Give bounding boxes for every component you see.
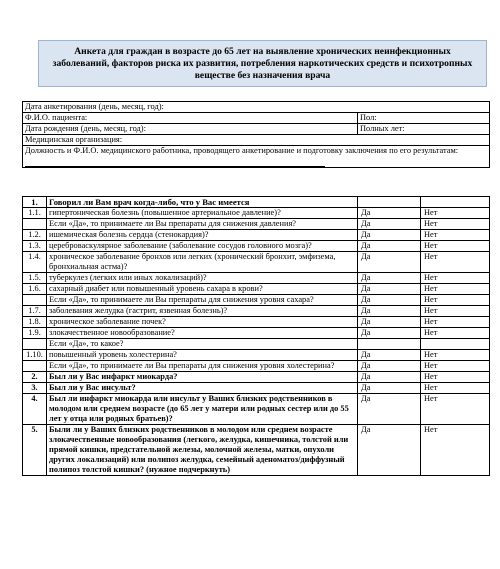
question-row	[23, 197, 490, 208]
question-number: 1.7.	[23, 306, 47, 317]
answer-yes-option[interactable]: Да	[358, 219, 421, 230]
answer-yes-option[interactable]: Да	[358, 425, 421, 476]
answer-no-option[interactable]: Нет	[421, 273, 490, 284]
question-text: заболевания желудка (гастрит, язвенная болезнь)?	[47, 306, 358, 317]
sex-field[interactable]: Пол:	[358, 113, 490, 124]
question-text: Если «Да», то какое?	[47, 339, 358, 350]
question-text: хроническое заболевание бронхов или легких (хронический бронхит, эмфизема, бронхиальная астма)?	[47, 252, 358, 273]
question-text: Был ли у Вас инсульт?	[47, 383, 358, 394]
answer-yes-option[interactable]: Да	[358, 350, 421, 361]
question-text: Если «Да», то принимаете ли Вы препараты для снижения уровня холестерина?	[47, 361, 358, 372]
answer-yes-option[interactable]: Да	[358, 273, 421, 284]
answer-no-option[interactable]: Нет	[421, 350, 490, 361]
answer-yes-option[interactable]: Да	[358, 230, 421, 241]
answer-no-option[interactable]: Нет	[421, 425, 490, 476]
answer-yes-option[interactable]: Да	[358, 295, 421, 306]
question-text: злокачественное новообразование?	[47, 328, 358, 339]
answer-no-option[interactable]: Нет	[421, 361, 490, 372]
questions-table	[22, 196, 490, 476]
question-number	[23, 219, 47, 230]
question-number: 1.5.	[23, 273, 47, 284]
question-text: гипертоническая болезнь (повышенное артериальное давление)?	[47, 208, 358, 219]
answer-no-option[interactable]: Нет	[421, 317, 490, 328]
answer-no-option[interactable]: Нет	[421, 241, 490, 252]
question-number: 2.	[23, 372, 47, 383]
answer-no-option[interactable]: Нет	[421, 252, 490, 273]
answer-yes-option[interactable]: Да	[358, 394, 421, 425]
question-number: 1.9.	[23, 328, 47, 339]
answer-no-option	[421, 339, 490, 350]
question-text: сахарный диабет или повышенный уровень сахара в крови?	[47, 284, 358, 295]
answer-yes-option[interactable]: Да	[358, 383, 421, 394]
answer-yes-option[interactable]: Да	[358, 361, 421, 372]
question-number: 1.3.	[23, 241, 47, 252]
question-row	[23, 328, 490, 339]
answer-no-option[interactable]: Нет	[421, 383, 490, 394]
question-row	[23, 425, 490, 476]
patient-name-field[interactable]: Ф.И.О. пациента:	[23, 113, 358, 124]
question-text: хроническое заболевание почек?	[47, 317, 358, 328]
question-number	[23, 339, 47, 350]
question-text: Был ли инфаркт миокарда или инсульт у Ваших близких родственников в молодом или среднем возрасте (до 65 лет у матери или родных сестер или до 55 лет у отца или родных братьев)?	[47, 394, 358, 425]
question-number: 1.10.	[23, 350, 47, 361]
question-text: туберкулез (легких или иных локализаций)?	[47, 273, 358, 284]
answer-no-option[interactable]: Нет	[421, 230, 490, 241]
questionnaire-title: Анкета для граждан в возрасте до 65 лет на выявление хронических неинфекционных заболеваний, факторов риска их развития, потребления наркотических средств и психотропных веществе без назначения врача	[38, 40, 487, 87]
answer-yes-option[interactable]: Да	[358, 241, 421, 252]
question-number: 1.4.	[23, 252, 47, 273]
question-row	[23, 372, 490, 383]
question-row	[23, 306, 490, 317]
question-text: Если «Да», то принимаете ли Вы препараты для снижения уровня сахара?	[47, 295, 358, 306]
question-text: Были ли у Ваших близких родственников в молодом или среднем возрасте злокачественные новообразования (легкого, желудка, кишечника, толстой или прямой кишки, предстательной железы, молочной железы, матки, опухоли других локализаций) или полипоз желудка, семейный аденоматоз/диффузный полипоз толстой кишки? (нужное подчеркнуть)	[47, 425, 358, 476]
answer-yes-option[interactable]: Да	[358, 328, 421, 339]
answer-no-option[interactable]: Нет	[421, 284, 490, 295]
question-row	[23, 208, 490, 219]
question-number: 3.	[23, 383, 47, 394]
answer-yes-option[interactable]: Да	[358, 284, 421, 295]
question-number: 1.6.	[23, 284, 47, 295]
question-number: 1.2.	[23, 230, 47, 241]
birth-date-field[interactable]: Дата рождения (день, месяц, год):	[23, 124, 358, 135]
answer-no-option[interactable]: Нет	[421, 306, 490, 317]
question-number	[23, 295, 47, 306]
question-row	[23, 284, 490, 295]
questions-body	[23, 197, 490, 476]
question-text: ишемическая болезнь сердца (стенокардия)?	[47, 230, 358, 241]
answer-no-option[interactable]: Нет	[421, 208, 490, 219]
question-row	[23, 361, 490, 372]
patient-info-table	[22, 101, 490, 168]
age-field[interactable]: Полных лет:	[358, 124, 490, 135]
question-row	[23, 241, 490, 252]
question-row	[23, 295, 490, 306]
medical-organization-field[interactable]: Медицинская организация:	[23, 135, 490, 146]
question-text: Был ли у Вас инфаркт миокарда?	[47, 372, 358, 383]
question-number: 1.1.	[23, 208, 47, 219]
answer-no-option[interactable]: Нет	[421, 295, 490, 306]
question-text: Говорил ли Вам врач когда-либо, что у Вас имеется	[47, 197, 358, 208]
answer-yes-option	[358, 197, 421, 208]
question-row	[23, 230, 490, 241]
question-row	[23, 317, 490, 328]
question-number: 5.	[23, 425, 47, 476]
answer-no-option[interactable]: Нет	[421, 394, 490, 425]
question-row	[23, 394, 490, 425]
survey-date-field[interactable]: Дата анкетирования (день, месяц, год):	[23, 102, 490, 113]
question-row	[23, 350, 490, 361]
answer-yes-option[interactable]: Да	[358, 208, 421, 219]
medical-worker-label: Должность и Ф.И.О. медицинского работника, проводящего анкетирование и подготовку заключения по его результатам:	[25, 146, 459, 155]
answer-yes-option[interactable]: Да	[358, 317, 421, 328]
question-number: 4.	[23, 394, 47, 425]
question-text: цереброваскулярное заболевание (заболевание сосудов головного мозга)?	[47, 241, 358, 252]
question-row	[23, 273, 490, 284]
question-row	[23, 219, 490, 230]
answer-yes-option	[358, 339, 421, 350]
medical-worker-underline	[25, 166, 325, 167]
question-text: повышенный уровень холестерина?	[47, 350, 358, 361]
medical-worker-field[interactable]	[23, 146, 490, 168]
answer-yes-option[interactable]: Да	[358, 372, 421, 383]
question-row	[23, 252, 490, 273]
question-text: Если «Да», то принимаете ли Вы препараты для снижения давления?	[47, 219, 358, 230]
question-row	[23, 339, 490, 350]
question-number: 1.8.	[23, 317, 47, 328]
answer-no-option[interactable]: Нет	[421, 328, 490, 339]
answer-no-option[interactable]: Нет	[421, 219, 490, 230]
answer-yes-option[interactable]: Да	[358, 306, 421, 317]
answer-no-option	[421, 197, 490, 208]
answer-no-option[interactable]: Нет	[421, 372, 490, 383]
question-number: 1.	[23, 197, 47, 208]
answer-yes-option[interactable]: Да	[358, 252, 421, 273]
question-row	[23, 383, 490, 394]
question-number	[23, 361, 47, 372]
